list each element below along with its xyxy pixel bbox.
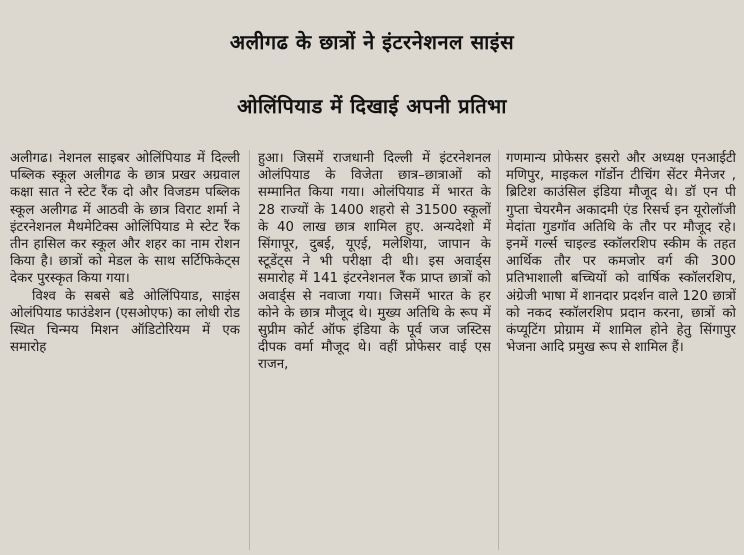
article-column-3 [506, 150, 736, 550]
column-divider [498, 150, 499, 550]
article-paragraph-4: गणमान्य प्रोफेसर इसरो और अध्यक्ष एनआईटी मणिपुर, माइकल गॉर्डोन टीचिंग सेंटर मैनेजर , ब्रिटिश काउंसिल इंडिया मौजूद थे। डॉ एन पी गुप्ता चेयरमैन अकादमी एंड रिसर्च इन यूरोलॉजी मेदांता गुडगॉव अतिथि के तौर पर मौजूद रहे। इनमें गर्ल्स चाइल्ड स्कॉलरशिप स्कीम के तहत आर्थिक तौर पर कमजोर वर्ग की 300 प्रतिभाशाली बच्चियों को वार्षिक स्कॉलरशिप, अंग्रेजी भाषा में शानदार प्रदर्शन वाले 120 छात्रों को नकद स्कॉलरशिप प्रदान करना, छात्रों को कंप्यूटिंग प्रोग्राम में शामिल होने हेतु सिंगापुर भेजना आदि प्रमुख रूप से शामिल हैं। [506, 151, 736, 356]
article-paragraph-1: अलीगढ। नेशनल साइबर ओलिंपियाड में दिल्ली पब्लिक स्कूल अलीगढ के छात्र प्रखर अग्रवाल कक्षा सात ने स्टेट रैंक दो और विजडम पब्लिक स्कूल अलीगढ में आठवी के छात्र विराट शर्मा ने इंटरनेशनल मैथमेटिक्स ओलिंपियाड मे स्टेट रैंक तीन हासिल कर स्कूल और शहर का नाम रोशन किया है। छात्रों को मेडल के साथ सर्टिफिकेट्स देकर पुरस्कृत किया गया। [10, 151, 240, 287]
article-paragraph-2: विश्व के सबसे बडे ओलिंपियाड, साइंस ओलंपियाड फाउंडेशन (एसओएफ) का लोधी रोड स्थित चिन्मय मिशन ऑडिटोरियम में एक समारोह [10, 288, 240, 356]
headline-line-1: अलीगढ के छात्रों ने इंटरनेशनल साइंस [229, 30, 515, 54]
article-column-2 [258, 150, 491, 550]
headline-line-2: ओलिंपियाड में दिखाई अपनी प्रतिभा [237, 94, 507, 118]
column-divider [249, 150, 250, 550]
article-paragraph-3: हुआ। जिसमें राजधानी दिल्ली में इंटरनेशनल ओलंपियाड के विजेता छात्र–छात्राओं को सम्मानित किया गया। ओलंपियाड में भारत के 28 राज्यों के 1400 शहरो से 31500 स्कूलों के 40 लाख छात्र शामिल हुए. अन्यदेशो में सिंगापूर, दुबई, यूएई, मलेशिया, जापान के स्टूडेंट्स ने भी परीक्षा दी थी। इस अवार्ड्स समारोह में 141 इंटरनेशनल रैंक प्राप्त छात्रों को अवार्ड्स से नवाजा गया। जिसमें भारत के हर कोने के छात्र मौजूद थे। मुख्य अतिथि के रूप में सुप्रीम कोर्ट ऑफ इंडिया के पूर्व जज जस्टिस दीपक वर्मा मौजूद थे। वहीं प्रोफेसर वाई एस राजन, [258, 151, 491, 373]
article-column-1 [10, 150, 240, 550]
